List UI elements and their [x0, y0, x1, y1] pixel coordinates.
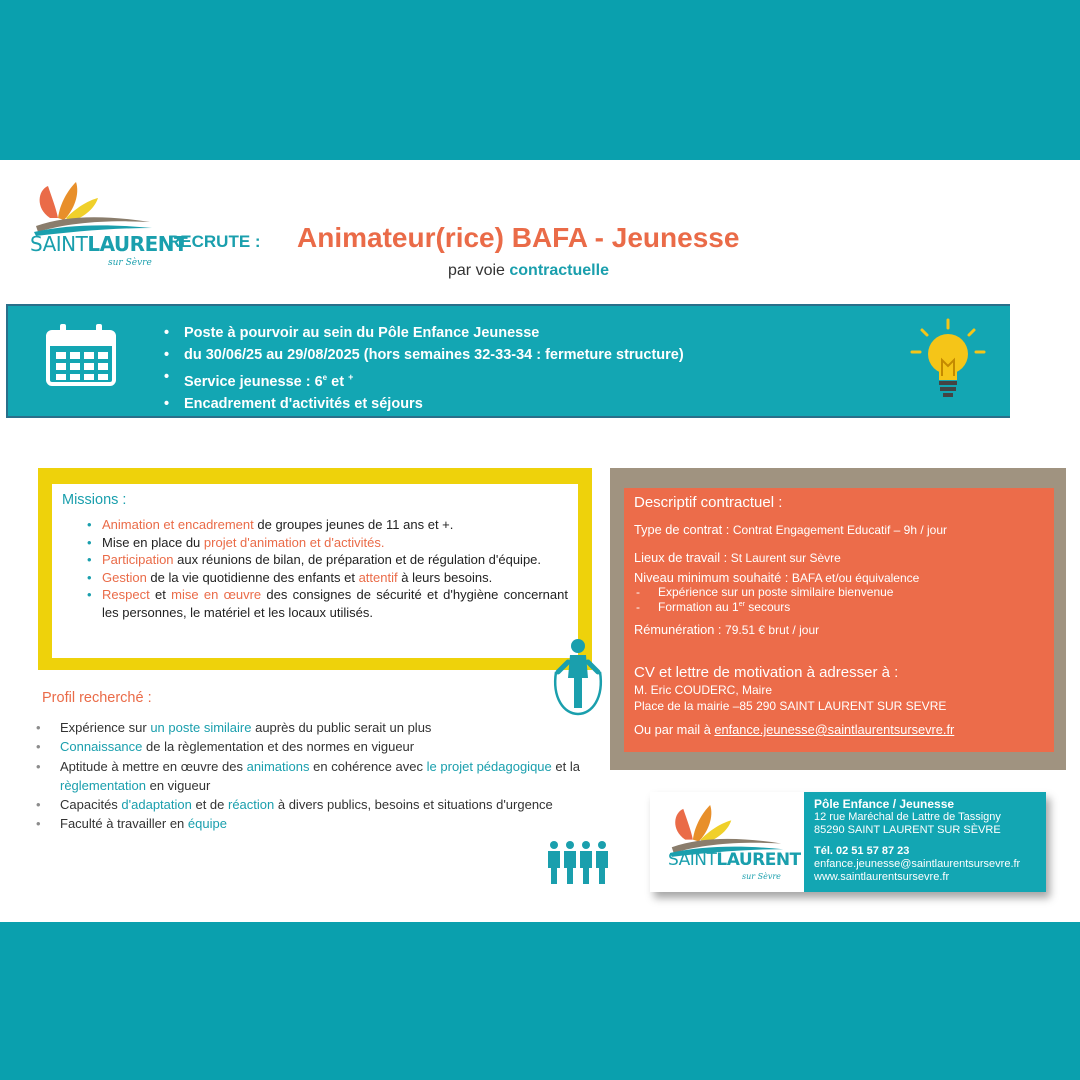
jump-rope-icon [548, 638, 608, 716]
info-item: • Encadrement d'activités et séjours [164, 393, 684, 415]
profil-item: • Aptitude à mettre en œuvre des animations en cohérence avec le projet pédagogique et la règlementation en vigueur [60, 757, 580, 796]
butterfly-logo-icon [30, 178, 155, 238]
team-icon [546, 840, 612, 886]
info-item: • du 30/06/25 au 29/08/2025 (hors semaines 32-33-34 : fermeture structure) [164, 344, 684, 366]
flyer-sheet [0, 160, 1080, 922]
card-email[interactable]: enfance.jeunesse@saintlaurentsursevre.fr [814, 858, 1021, 870]
email-link[interactable]: enfance.jeunesse@saintlaurentsursevre.fr [714, 722, 955, 737]
logo-wordmark: SAINTLAURENT [30, 232, 188, 256]
niveau-subitem: - Expérience sur un poste similaire bienvenue [658, 585, 893, 599]
mission-item: • Gestion de la vie quotidienne des enfants et attentif à leurs besoins. [102, 569, 568, 587]
profil-item: • Connaissance de la règlementation et des normes en vigueur [60, 737, 580, 756]
calendar-icon [46, 324, 116, 386]
card-address: 85290 SAINT LAURENT SUR SÈVRE [814, 824, 1001, 836]
missions-list [62, 516, 568, 621]
profil-item: • Capacités d'adaptation et de réaction à divers publics, besoins et situations d'urgence [60, 795, 580, 814]
saint-laurent-logo [30, 178, 188, 268]
mission-item: • Mise en place du projet d'animation et d'activités. [102, 534, 568, 552]
descriptif-heading: Descriptif contractuel : [634, 494, 783, 511]
profil-heading: Profil recherché : [42, 690, 152, 706]
contract-type-line: par voie contractuelle [448, 262, 609, 279]
remuneration-line: Rémunération : 79.51 € brut / jour [634, 622, 820, 637]
profil-list [60, 718, 580, 834]
logo-subtitle: sur Sèvre [108, 258, 152, 268]
logo-wordmark: SAINTLAURENT [668, 850, 801, 870]
mission-item: • Animation et encadrement de groupes jeunes de 11 ans et +. [102, 516, 568, 534]
mission-item: • Participation aux réunions de bilan, de préparation et de régulation d'équipe. [102, 551, 568, 569]
info-list [164, 322, 684, 415]
card-title: Pôle Enfance / Jeunesse [814, 797, 955, 811]
descriptif-content [624, 488, 1054, 752]
mail-line: Ou par mail à enfance.jeunesse@saintlaurentsursevre.fr [634, 722, 955, 737]
missions-content [52, 484, 578, 658]
cv-address: Place de la mairie –85 290 SAINT LAURENT SUR SEVRE [634, 699, 947, 713]
lieu-line: Lieux de travail : St Laurent sur Sèvre [634, 550, 841, 565]
info-item: • Poste à pourvoir au sein du Pôle Enfance Jeunesse [164, 322, 684, 344]
job-title: Animateur(rice) BAFA - Jeunesse [297, 222, 740, 253]
missions-box [38, 468, 592, 670]
contact-card [650, 792, 1046, 892]
logo-subtitle: sur Sèvre [742, 872, 781, 881]
info-band [6, 304, 1010, 418]
niveau-subitem: - Formation au 1er secours [658, 600, 790, 614]
mission-item: • Respect et mise en œuvre des consignes de sécurité et d'hygiène concernant les personnes, le matériel et les locaux utilisés. [102, 586, 568, 621]
niveau-line: Niveau minimum souhaité : BAFA et/ou équivalence [634, 570, 920, 585]
info-item: • Service jeunesse : 6e et + [164, 366, 684, 393]
card-logo [650, 792, 804, 892]
card-phone: Tél. 02 51 57 87 23 [814, 845, 910, 857]
missions-heading: Missions : [62, 492, 127, 508]
cv-heading: CV et lettre de motivation à adresser à : [634, 664, 899, 681]
profil-item: • Faculté à travailler en équipe [60, 814, 580, 833]
recrute-label: RECRUTE : [168, 232, 261, 251]
descriptif-box [610, 468, 1066, 770]
card-website[interactable]: www.saintlaurentsursevre.fr [814, 871, 950, 883]
cv-name: M. Eric COUDERC, Maire [634, 683, 773, 697]
profil-item: • Expérience sur un poste similaire auprès du public serait un plus [60, 718, 580, 737]
contrat-line: Type de contrat : Contrat Engagement Educatif – 9h / jour [634, 522, 948, 537]
card-text [814, 798, 1020, 884]
lightbulb-icon [908, 318, 988, 404]
card-address: 12 rue Maréchal de Lattre de Tassigny [814, 811, 1001, 823]
